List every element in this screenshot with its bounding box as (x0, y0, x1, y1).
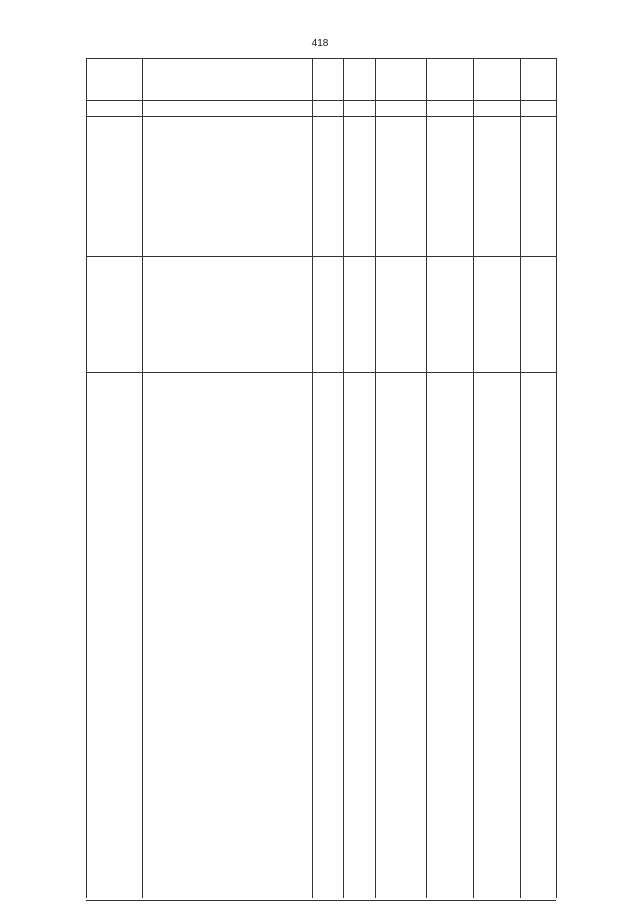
page-number: 418 (311, 38, 329, 49)
table-line (142, 58, 143, 898)
table-line (520, 58, 521, 898)
table-line (86, 372, 556, 373)
price-table-outline (0, 58, 640, 898)
table-line (86, 58, 87, 898)
table-line (312, 58, 313, 898)
table-line (473, 58, 474, 898)
table-line (375, 58, 376, 898)
table-line (343, 58, 344, 898)
table-line (86, 116, 556, 117)
table-line (86, 900, 556, 901)
table-line (556, 58, 557, 898)
table-line (426, 58, 427, 898)
table-line (86, 256, 556, 257)
table-line (86, 100, 556, 101)
table-line (86, 58, 556, 59)
